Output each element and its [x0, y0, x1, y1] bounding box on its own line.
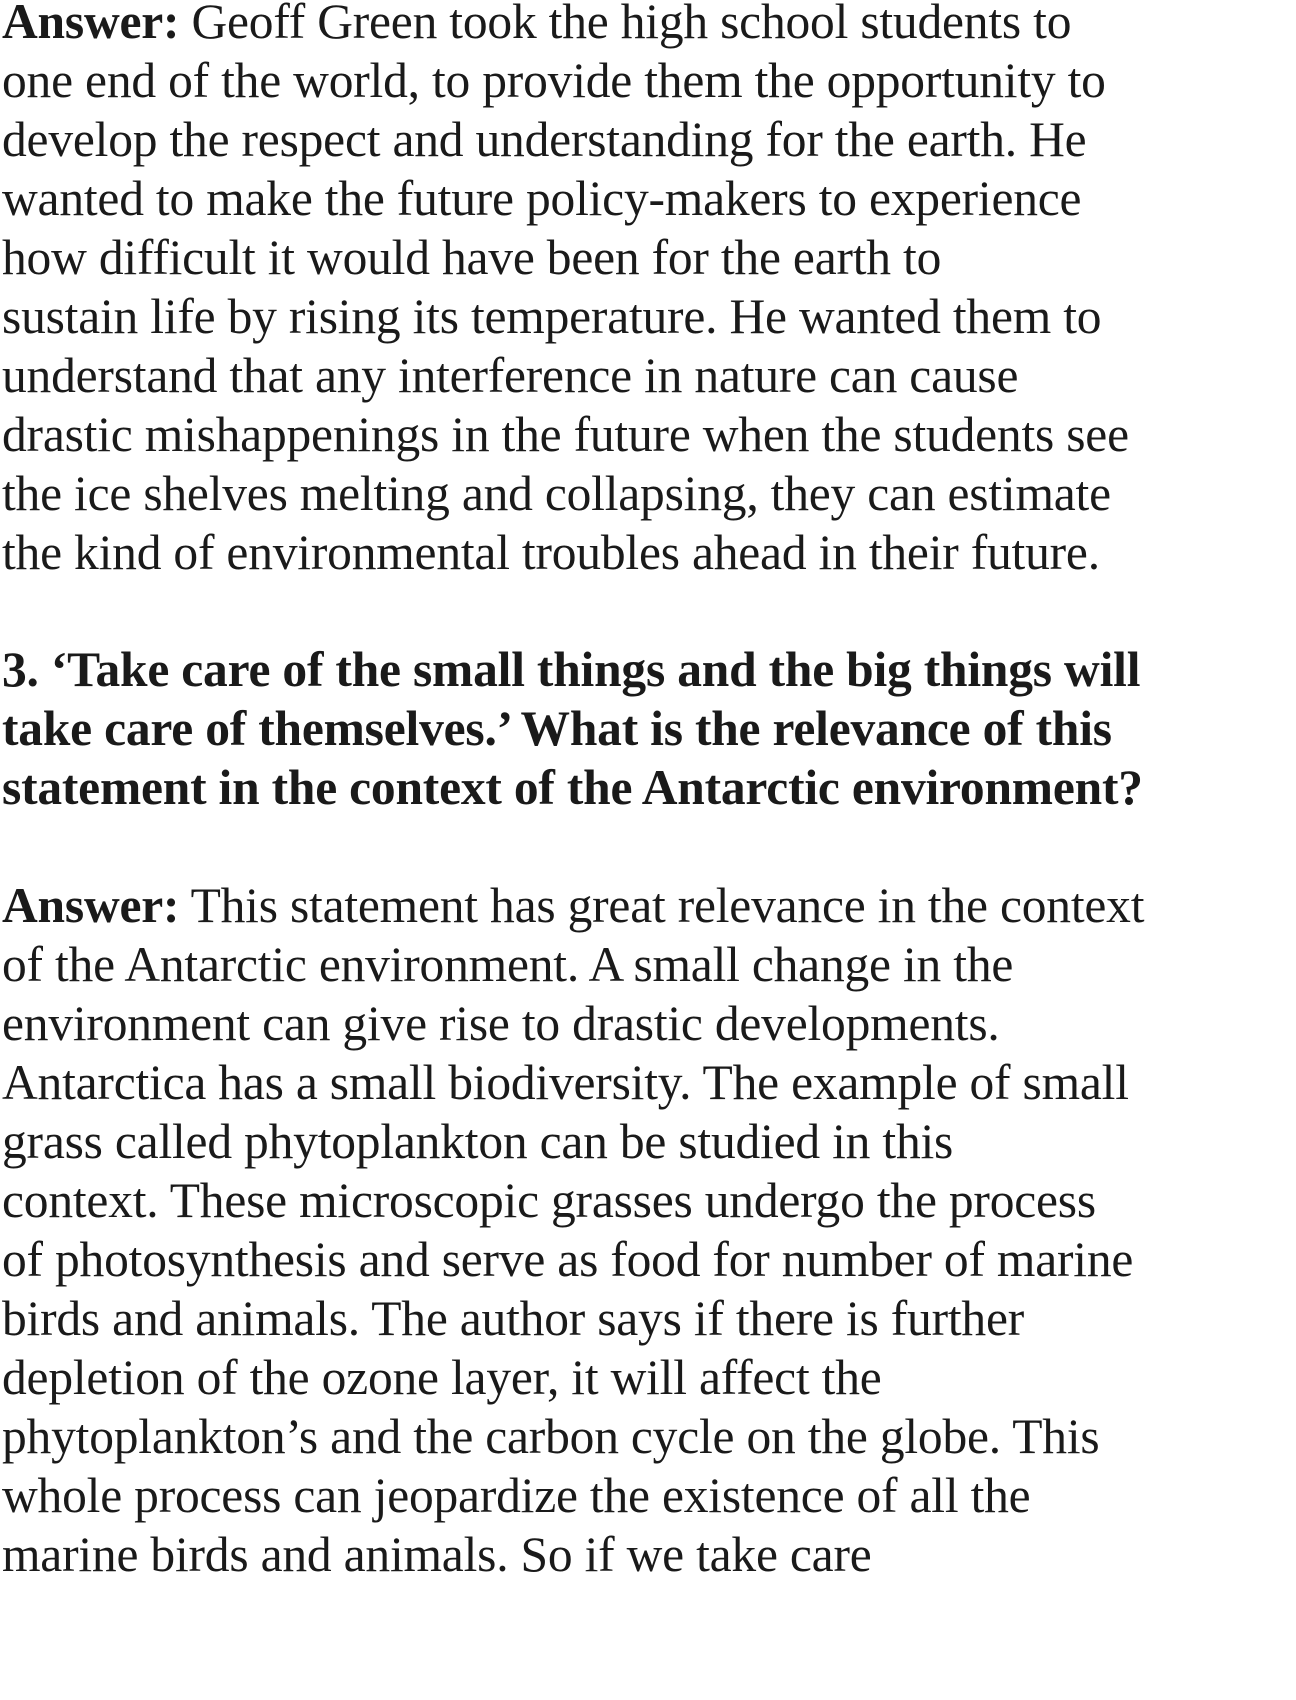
answer-label: Answer: — [2, 0, 180, 49]
answer-line: of photosynthesis and serve as food for number of marine — [2, 1232, 1134, 1287]
answer-line: Answer: This statement has great relevance in the context — [2, 878, 1145, 933]
answer-line: Antarctica has a small biodiversity. The example of small — [2, 1055, 1129, 1110]
answer-line: environment can give rise to drastic developments. — [2, 996, 1000, 1051]
answer-line: whole process can jeopardize the existence of all the — [2, 1468, 1031, 1523]
answer-line: one end of the world, to provide them the opportunity to — [2, 53, 1106, 108]
answer-line: how difficult it would have been for the earth to — [2, 230, 942, 285]
answer-line: drastic mishappenings in the future when the students see — [2, 407, 1129, 462]
answer-line: context. These microscopic grasses undergo the process — [2, 1173, 1096, 1228]
answer-line: the ice shelves melting and collapsing, they can estimate — [2, 466, 1111, 521]
answer-line: sustain life by rising its temperature. He wanted them to — [2, 289, 1102, 344]
answer-line: wanted to make the future policy-makers to experience — [2, 171, 1082, 226]
answer-line: Answer: Geoff Green took the high school students to — [2, 0, 1071, 54]
answer-line: grass called phytoplankton can be studied in this — [2, 1114, 954, 1169]
question-line: take care of themselves.’ What is the relevance of this — [2, 701, 1112, 756]
answer-label: Answer: — [2, 878, 180, 933]
answer-line: marine birds and animals. So if we take care — [2, 1527, 872, 1582]
answer-line: phytoplankton’s and the carbon cycle on the globe. This — [2, 1409, 1100, 1464]
question-line: statement in the context of the Antarctic environment? — [2, 760, 1143, 815]
question-line: 3. ‘Take care of the small things and the big things will — [2, 642, 1141, 697]
answer-line: understand that any interference in nature can cause — [2, 348, 1019, 403]
answer-line: depletion of the ozone layer, it will affect the — [2, 1350, 882, 1405]
answer-line: the kind of environmental troubles ahead in their future. — [2, 525, 1100, 580]
answer-line: birds and animals. The author says if there is further — [2, 1291, 1025, 1346]
answer-line: of the Antarctic environment. A small change in the — [2, 937, 1014, 992]
answer-line: develop the respect and understanding for the earth. He — [2, 112, 1087, 167]
